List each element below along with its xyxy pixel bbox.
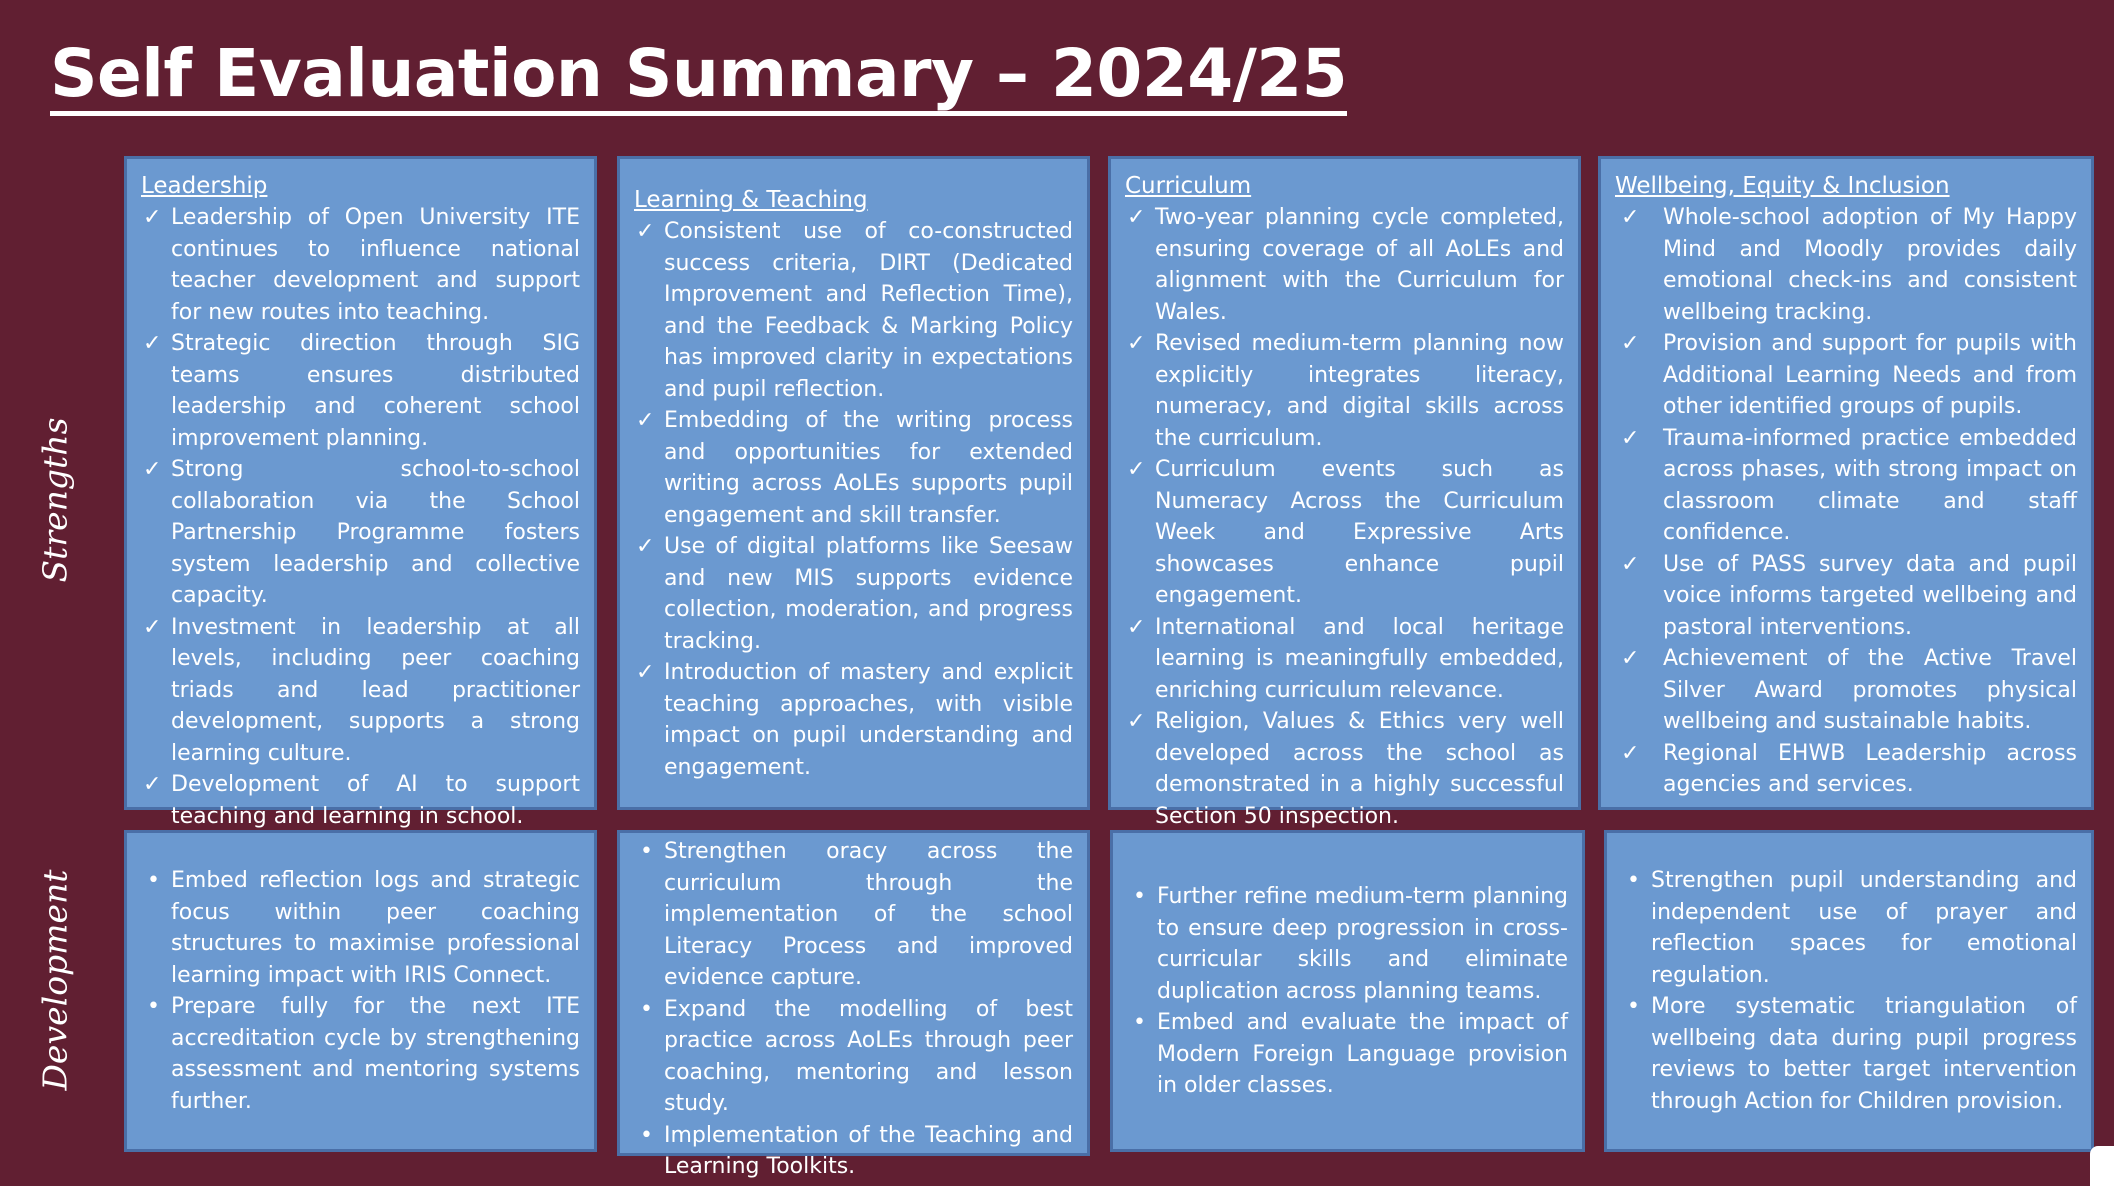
list-item: ✓ Provision and support for pupils with Additional Learning Needs and from other identified groups of pupils. xyxy=(1615,328,2077,423)
list-item: • Strengthen oracy across the curriculum through the implementation of the school Literacy Process and improved evidence capture. xyxy=(634,836,1073,994)
check-icon: ✓ xyxy=(1621,205,1640,230)
list-item: ✓ Strategic direction through SIG teams ensures distributed leadership and coherent school improvement planning. xyxy=(141,328,580,454)
list-item: • Embed reflection logs and strategic focus within peer coaching structures to maximise professional learning impact with IRIS Connect. xyxy=(141,865,580,991)
list-item: • More systematic triangulation of wellbeing data during pupil progress reviews to better target intervention through Action for Children provision. xyxy=(1621,991,2077,1117)
development-learning-teaching-box xyxy=(617,830,1090,1179)
check-icon: ✓ xyxy=(1127,205,1146,230)
list-item: • Prepare fully for the next ITE accreditation cycle by strengthening assessment and mentoring systems further. xyxy=(141,991,580,1117)
list-item: ✓ Two-year planning cycle completed, ensuring coverage of all AoLEs and alignment with the Curriculum for Wales. xyxy=(1125,202,1564,328)
corner-widget[interactable] xyxy=(2090,1146,2114,1186)
page-title: Self Evaluation Summary – 2024/25 xyxy=(50,38,1347,116)
development-wellbeing-box xyxy=(1604,830,2094,1152)
bullet-icon: • xyxy=(1133,884,1146,909)
list-item: • Expand the modelling of best practice across AoLEs through peer coaching, mentoring and lesson study. xyxy=(634,994,1073,1120)
strengths-learning-teaching-box xyxy=(617,156,1090,810)
development-leadership-box xyxy=(124,830,597,1152)
check-icon: ✓ xyxy=(1621,331,1640,356)
check-icon: ✓ xyxy=(636,660,655,685)
curriculum-development-list xyxy=(1127,881,1568,1102)
leadership-development-list xyxy=(141,865,580,1117)
list-item: ✓ Religion, Values & Ethics very well developed across the school as demonstrated in a highly successful Section 50 inspection. xyxy=(1125,706,1564,832)
list-item: ✓ Use of PASS survey data and pupil voice informs targeted wellbeing and pastoral interventions. xyxy=(1615,549,2077,644)
list-item: ✓ Development of AI to support teaching and learning in school. xyxy=(141,769,580,832)
wellbeing-strengths-list xyxy=(1615,202,2077,801)
list-item: ✓ Introduction of mastery and explicit teaching approaches, with visible impact on pupil understanding and engagement. xyxy=(634,657,1073,783)
wellbeing-development-list xyxy=(1621,865,2077,1117)
list-item: • Strengthen pupil understanding and independent use of prayer and reflection spaces for emotional regulation. xyxy=(1621,865,2077,991)
strengths-row-label: Strengths xyxy=(35,417,75,583)
strengths-wellbeing-box xyxy=(1598,156,2094,810)
bullet-icon: • xyxy=(640,1122,653,1148)
check-icon: ✓ xyxy=(1621,740,1640,766)
list-item: ✓ Embedding of the writing process and opportunities for extended writing across AoLEs supports pupil engagement and skill transfer. xyxy=(634,405,1073,531)
bullet-icon: • xyxy=(1627,994,1640,1019)
check-icon: ✓ xyxy=(143,331,162,356)
check-icon: ✓ xyxy=(143,772,162,797)
check-icon: ✓ xyxy=(143,457,162,482)
check-icon: ✓ xyxy=(143,614,162,640)
check-icon: ✓ xyxy=(1621,646,1640,671)
leadership-strengths-list xyxy=(141,202,580,832)
curriculum-heading: Curriculum xyxy=(1125,173,1252,199)
wellbeing-heading: Wellbeing, Equity & Inclusion xyxy=(1615,173,1950,199)
list-item: ✓ Consistent use of co-constructed success criteria, DIRT (Dedicated Improvement and Reflection Time), and the Feedback & Marking Policy has improved clarity in expectations and pupil reflection. xyxy=(634,216,1073,405)
leadership-heading: Leadership xyxy=(141,173,268,199)
list-item: ✓ Investment in leadership at all levels, including peer coaching triads and lead practitioner development, supports a strong learning culture. xyxy=(141,612,580,770)
list-item: ✓ Regional EHWB Leadership across agencies and services. xyxy=(1615,738,2077,801)
check-icon: ✓ xyxy=(636,534,655,559)
check-icon: ✓ xyxy=(636,408,655,433)
check-icon: ✓ xyxy=(636,219,655,244)
list-item: ✓ Use of digital platforms like Seesaw and new MIS supports evidence collection, moderation, and progress tracking. xyxy=(634,531,1073,657)
check-icon: ✓ xyxy=(1127,457,1146,482)
strengths-leadership-box xyxy=(124,156,597,829)
development-curriculum-box xyxy=(1110,830,1585,1152)
check-icon: ✓ xyxy=(143,205,162,230)
list-item: • Further refine medium-term planning to ensure deep progression in cross-curricular skills and eliminate duplication across planning teams. xyxy=(1127,881,1568,1007)
list-item: ✓ Achievement of the Active Travel Silver Award promotes physical wellbeing and sustainable habits. xyxy=(1615,643,2077,738)
list-item: ✓ Revised medium-term planning now explicitly integrates literacy, numeracy, and digital skills across the curriculum. xyxy=(1125,328,1564,454)
learning-teaching-heading: Learning & Teaching xyxy=(634,187,868,213)
bullet-icon: • xyxy=(147,994,160,1019)
bullet-icon: • xyxy=(1133,1010,1146,1035)
bullet-icon: • xyxy=(1627,868,1640,893)
development-row-label: Development xyxy=(35,869,75,1091)
check-icon: ✓ xyxy=(1127,614,1146,640)
list-item: ✓ Leadership of Open University ITE continues to influence national teacher development and support for new routes into teaching. xyxy=(141,202,580,328)
bullet-icon: • xyxy=(640,996,653,1022)
bullet-icon: • xyxy=(640,839,653,864)
list-item: • Implementation of the Teaching and Learning Toolkits. xyxy=(634,1120,1073,1183)
bullet-icon: • xyxy=(147,868,160,893)
list-item: • Embed and evaluate the impact of Modern Foreign Language provision in older classes. xyxy=(1127,1007,1568,1102)
curriculum-strengths-list xyxy=(1125,202,1564,832)
strengths-curriculum-box xyxy=(1108,156,1581,829)
list-item: ✓ Whole-school adoption of My Happy Mind and Moodly provides daily emotional check-ins and consistent wellbeing tracking. xyxy=(1615,202,2077,328)
learning-teaching-strengths-list xyxy=(634,216,1073,783)
check-icon: ✓ xyxy=(1127,709,1146,734)
list-item: ✓ Trauma-informed practice embedded across phases, with strong impact on classroom climate and staff confidence. xyxy=(1615,423,2077,549)
list-item: ✓ International and local heritage learning is meaningfully embedded, enriching curriculum relevance. xyxy=(1125,612,1564,707)
list-item: ✓ Curriculum events such as Numeracy Across the Curriculum Week and Expressive Arts showcases enhance pupil engagement. xyxy=(1125,454,1564,612)
check-icon: ✓ xyxy=(1127,331,1146,356)
check-icon: ✓ xyxy=(1621,425,1640,451)
check-icon: ✓ xyxy=(1621,551,1640,577)
list-item: ✓ Strong school-to-school collaboration via the School Partnership Programme fosters system leadership and collective capacity. xyxy=(141,454,580,612)
learning-teaching-development-list xyxy=(634,836,1073,1183)
